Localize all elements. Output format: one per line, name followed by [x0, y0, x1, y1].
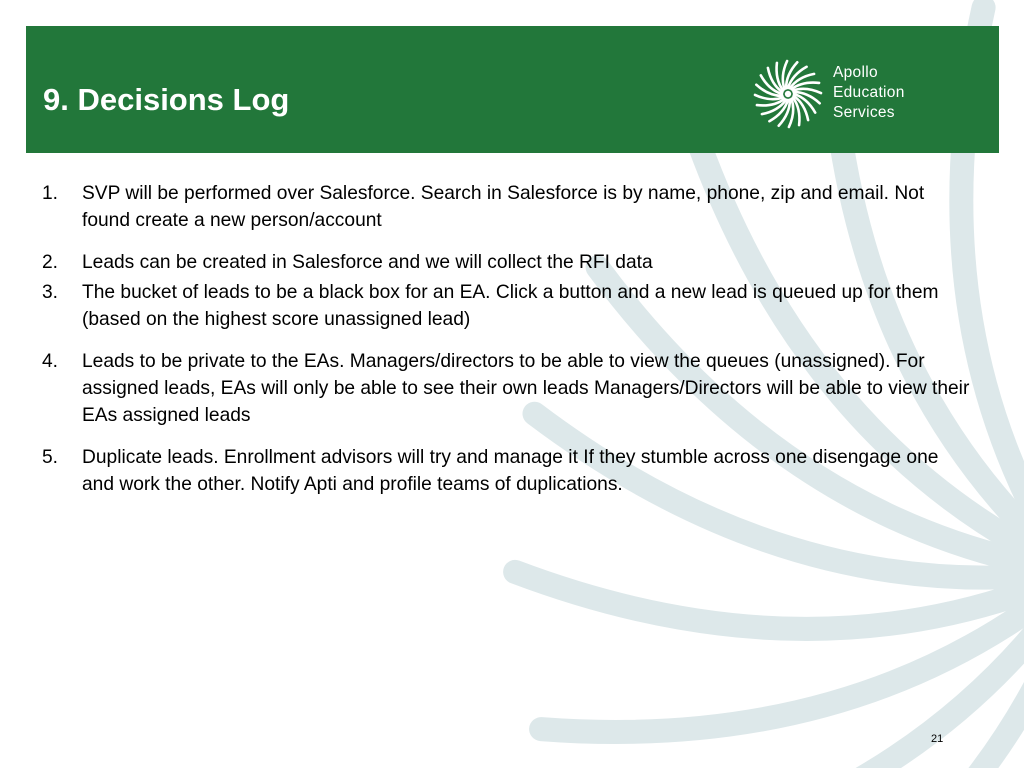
item-text: Duplicate leads. Enrollment advisors will try and manage it If they stumble across one disengage one and work the other. Notify Apti and profile teams of duplications.: [82, 447, 939, 495]
item-number: 4.: [42, 351, 59, 372]
list-item: [42, 348, 972, 429]
item-text: Leads can be created in Salesforce and we will collect the RFI data: [82, 252, 653, 273]
apollo-logo: [753, 59, 953, 129]
page-number: 21: [931, 733, 944, 745]
item-number: 3.: [42, 282, 59, 303]
slide-title: 9. Decisions Log: [43, 82, 290, 117]
list-item: [42, 249, 972, 276]
decisions-list: [42, 180, 972, 498]
item-text: SVP will be performed over Salesforce. Search in Salesforce is by name, phone, zip and email. Not found create a new person/account: [82, 183, 925, 231]
logo-line-3: Services: [833, 104, 895, 121]
item-text: The bucket of leads to be a black box for an EA. Click a button and a new lead is queued up for them (based on the highest score unassigned lead): [82, 282, 939, 330]
item-number: 5.: [42, 447, 59, 468]
logo-line-1: Apollo: [833, 64, 878, 81]
item-text: Leads to be private to the EAs. Managers/directors to be able to view the queues (unassigned). For assigned leads, EAs will only be able to see their own leads Managers/Directors will be able to view their EAs assigned leads: [82, 351, 970, 426]
logo-line-2: Education: [833, 84, 905, 101]
logo-wordmark: [833, 63, 905, 123]
list-item: [42, 279, 972, 333]
list-item: [42, 180, 972, 234]
item-number: 2.: [42, 252, 59, 273]
slide-header: [26, 26, 999, 153]
list-item: [42, 444, 972, 498]
item-number: 1.: [42, 183, 59, 204]
apollo-swirl-icon: [753, 59, 823, 129]
